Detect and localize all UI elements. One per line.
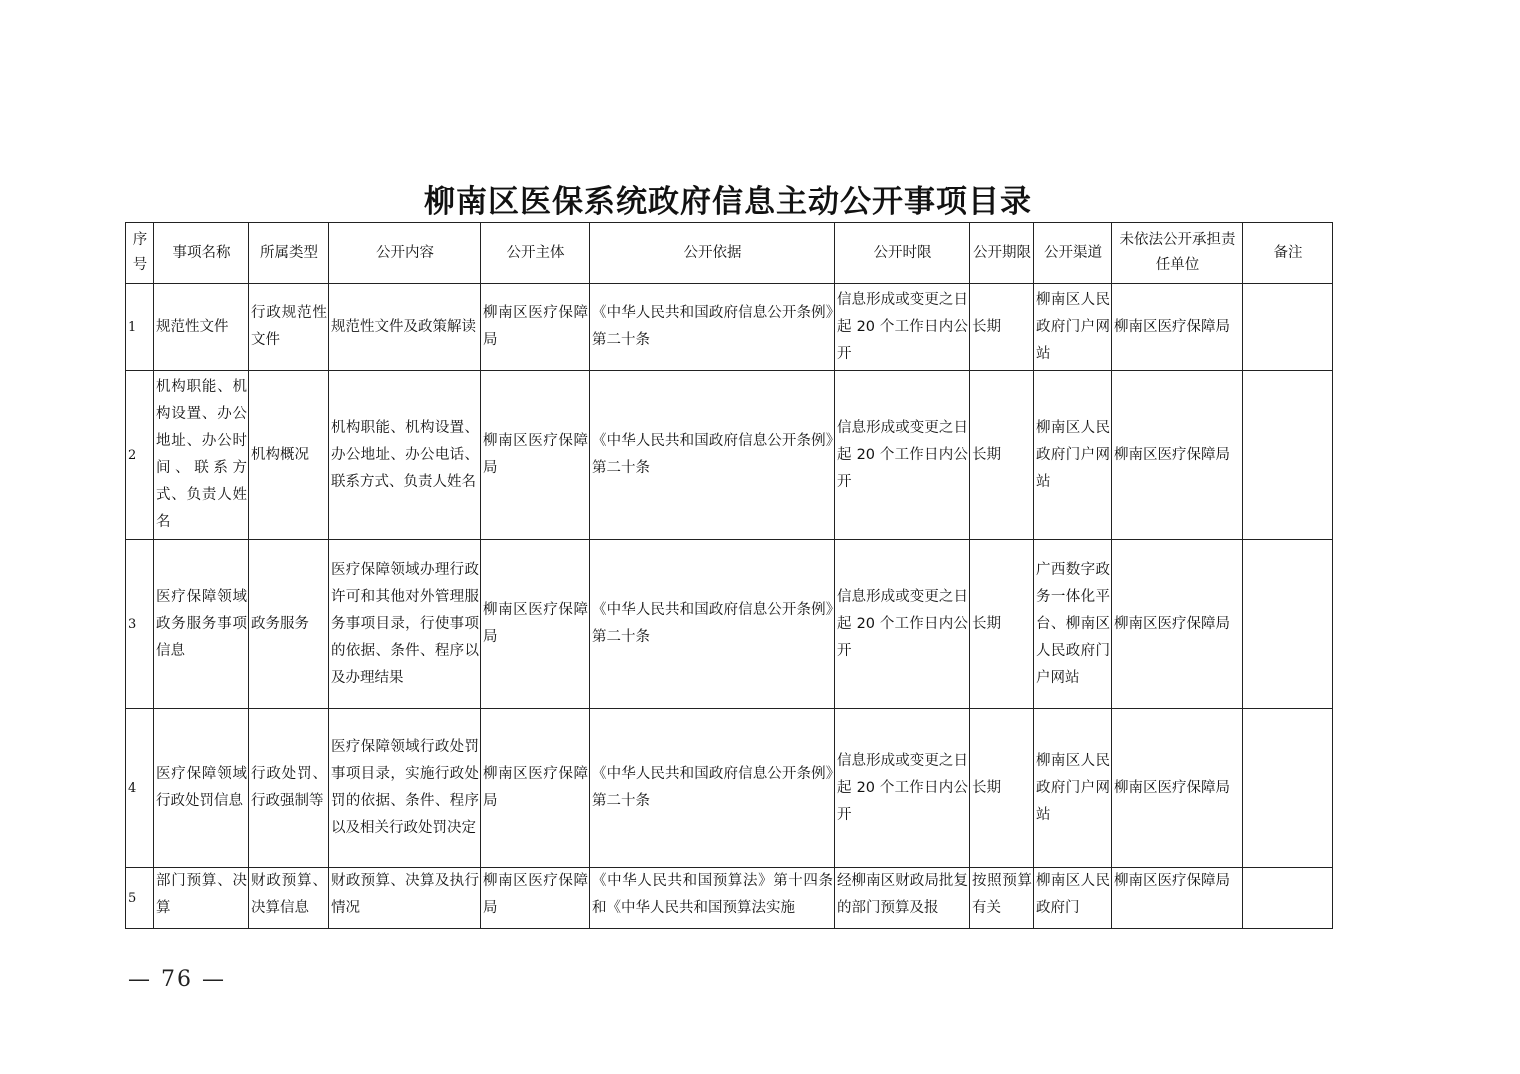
item-time-limit: 信息形成或变更之日起 20 个工作日内公开	[835, 284, 970, 371]
header-name: 事项名称	[154, 223, 249, 284]
header-channel: 公开渠道	[1034, 223, 1112, 284]
table-row	[126, 371, 1333, 540]
item-type: 行政处罚、行政强制等	[249, 709, 329, 868]
item-channel: 柳南区人民政府门户网站	[1034, 709, 1112, 868]
item-content	[329, 868, 481, 929]
item-period: 长期	[970, 284, 1034, 371]
item-basis	[590, 868, 835, 929]
item-period: 长期	[970, 540, 1034, 709]
row-no: 3	[126, 540, 154, 709]
table-row	[126, 284, 1333, 371]
item-content: 机构职能、机构设置、办公地址、办公电话、联系方式、负责人姓名	[329, 371, 481, 540]
item-name: 医疗保障领域政务服务事项信息	[154, 540, 249, 709]
item-basis: 《中华人民共和国政府信息公开条例》第二十条	[590, 709, 835, 868]
item-basis: 《中华人民共和国政府信息公开条例》第二十条	[590, 371, 835, 540]
item-time-limit: 信息形成或变更之日起 20 个工作日内公开	[835, 540, 970, 709]
item-time-limit: 信息形成或变更之日起 20 个工作日内公开	[835, 371, 970, 540]
item-content-text: 财政预算、决算及执行情况	[331, 873, 479, 916]
item-period-text: 按照预算有关	[972, 873, 1032, 916]
item-type	[249, 868, 329, 929]
header-time-limit: 公开时限	[835, 223, 970, 284]
item-time-limit	[835, 868, 970, 929]
item-remark	[1243, 540, 1333, 709]
item-period: 长期	[970, 371, 1034, 540]
item-subject: 柳南区医疗保障局	[481, 709, 590, 868]
page-number: — 76 —	[128, 967, 226, 992]
table-row	[126, 868, 1333, 929]
item-responsible	[1112, 868, 1243, 929]
item-basis-text: 《中华人民共和国预算法》第十四条和《中华人民共和国预算法实施	[592, 873, 833, 916]
item-type: 机构概况	[249, 371, 329, 540]
item-channel: 柳南区人民政府门户网站	[1034, 284, 1112, 371]
item-content: 医疗保障领域办理行政许可和其他对外管理服务事项目录，行使事项的依据、条件、程序以及办理结果	[329, 540, 481, 709]
item-remark	[1243, 868, 1333, 929]
item-content: 医疗保障领域行政处罚事项目录，实施行政处罚的依据、条件、程序以及相关行政处罚决定	[329, 709, 481, 868]
header-subject: 公开主体	[481, 223, 590, 284]
table-row	[126, 709, 1333, 868]
item-channel: 柳南区人民政府门户网站	[1034, 371, 1112, 540]
item-subject-text: 柳南区医疗保障局	[483, 873, 588, 916]
item-responsible: 柳南区医疗保障局	[1112, 371, 1243, 540]
header-remark: 备注	[1243, 223, 1333, 284]
row-no: 4	[126, 709, 154, 868]
header-responsible: 未依法公开承担责任单位	[1112, 223, 1243, 284]
item-channel-text: 柳南区人民政府门	[1036, 873, 1110, 916]
row-no: 5	[126, 868, 154, 929]
item-channel: 广西数字政务一体化平台、柳南区人民政府门户网站	[1034, 540, 1112, 709]
item-channel	[1034, 868, 1112, 929]
item-subject	[481, 868, 590, 929]
item-basis: 《中华人民共和国政府信息公开条例》第二十条	[590, 284, 835, 371]
header-type: 所属类型	[249, 223, 329, 284]
item-name: 医疗保障领域行政处罚信息	[154, 709, 249, 868]
header-no: 序号	[126, 223, 154, 284]
table-row	[126, 540, 1333, 709]
item-period	[970, 868, 1034, 929]
item-type: 行政规范性文件	[249, 284, 329, 371]
catalog-table	[125, 222, 1333, 929]
item-responsible-text: 柳南区医疗保障局	[1114, 873, 1230, 889]
item-name: 规范性文件	[154, 284, 249, 371]
item-responsible: 柳南区医疗保障局	[1112, 284, 1243, 371]
item-basis: 《中华人民共和国政府信息公开条例》第二十条	[590, 540, 835, 709]
item-responsible: 柳南区医疗保障局	[1112, 709, 1243, 868]
item-remark	[1243, 709, 1333, 868]
document-title: 柳南区医保系统政府信息主动公开事项目录	[424, 184, 1032, 220]
item-subject: 柳南区医疗保障局	[481, 284, 590, 371]
item-time-limit: 信息形成或变更之日起 20 个工作日内公开	[835, 709, 970, 868]
header-period: 公开期限	[970, 223, 1034, 284]
header-row	[126, 223, 1333, 284]
header-content: 公开内容	[329, 223, 481, 284]
item-period: 长期	[970, 709, 1034, 868]
item-subject: 柳南区医疗保障局	[481, 540, 590, 709]
row-no: 1	[126, 284, 154, 371]
item-name: 机构职能、机构设置、办公地址、办公时间、联系方式、负责人姓名	[154, 371, 249, 540]
item-type: 政务服务	[249, 540, 329, 709]
item-name-text: 部门预算、决算	[156, 873, 247, 916]
item-type-text: 财政预算、决算信息	[251, 873, 327, 916]
item-content: 规范性文件及政策解读	[329, 284, 481, 371]
item-name	[154, 868, 249, 929]
item-remark	[1243, 284, 1333, 371]
item-time-limit-text: 经柳南区财政局批复的部门预算及报	[837, 873, 968, 916]
row-no: 2	[126, 371, 154, 540]
header-basis: 公开依据	[590, 223, 835, 284]
item-subject: 柳南区医疗保障局	[481, 371, 590, 540]
item-responsible: 柳南区医疗保障局	[1112, 540, 1243, 709]
item-remark	[1243, 371, 1333, 540]
